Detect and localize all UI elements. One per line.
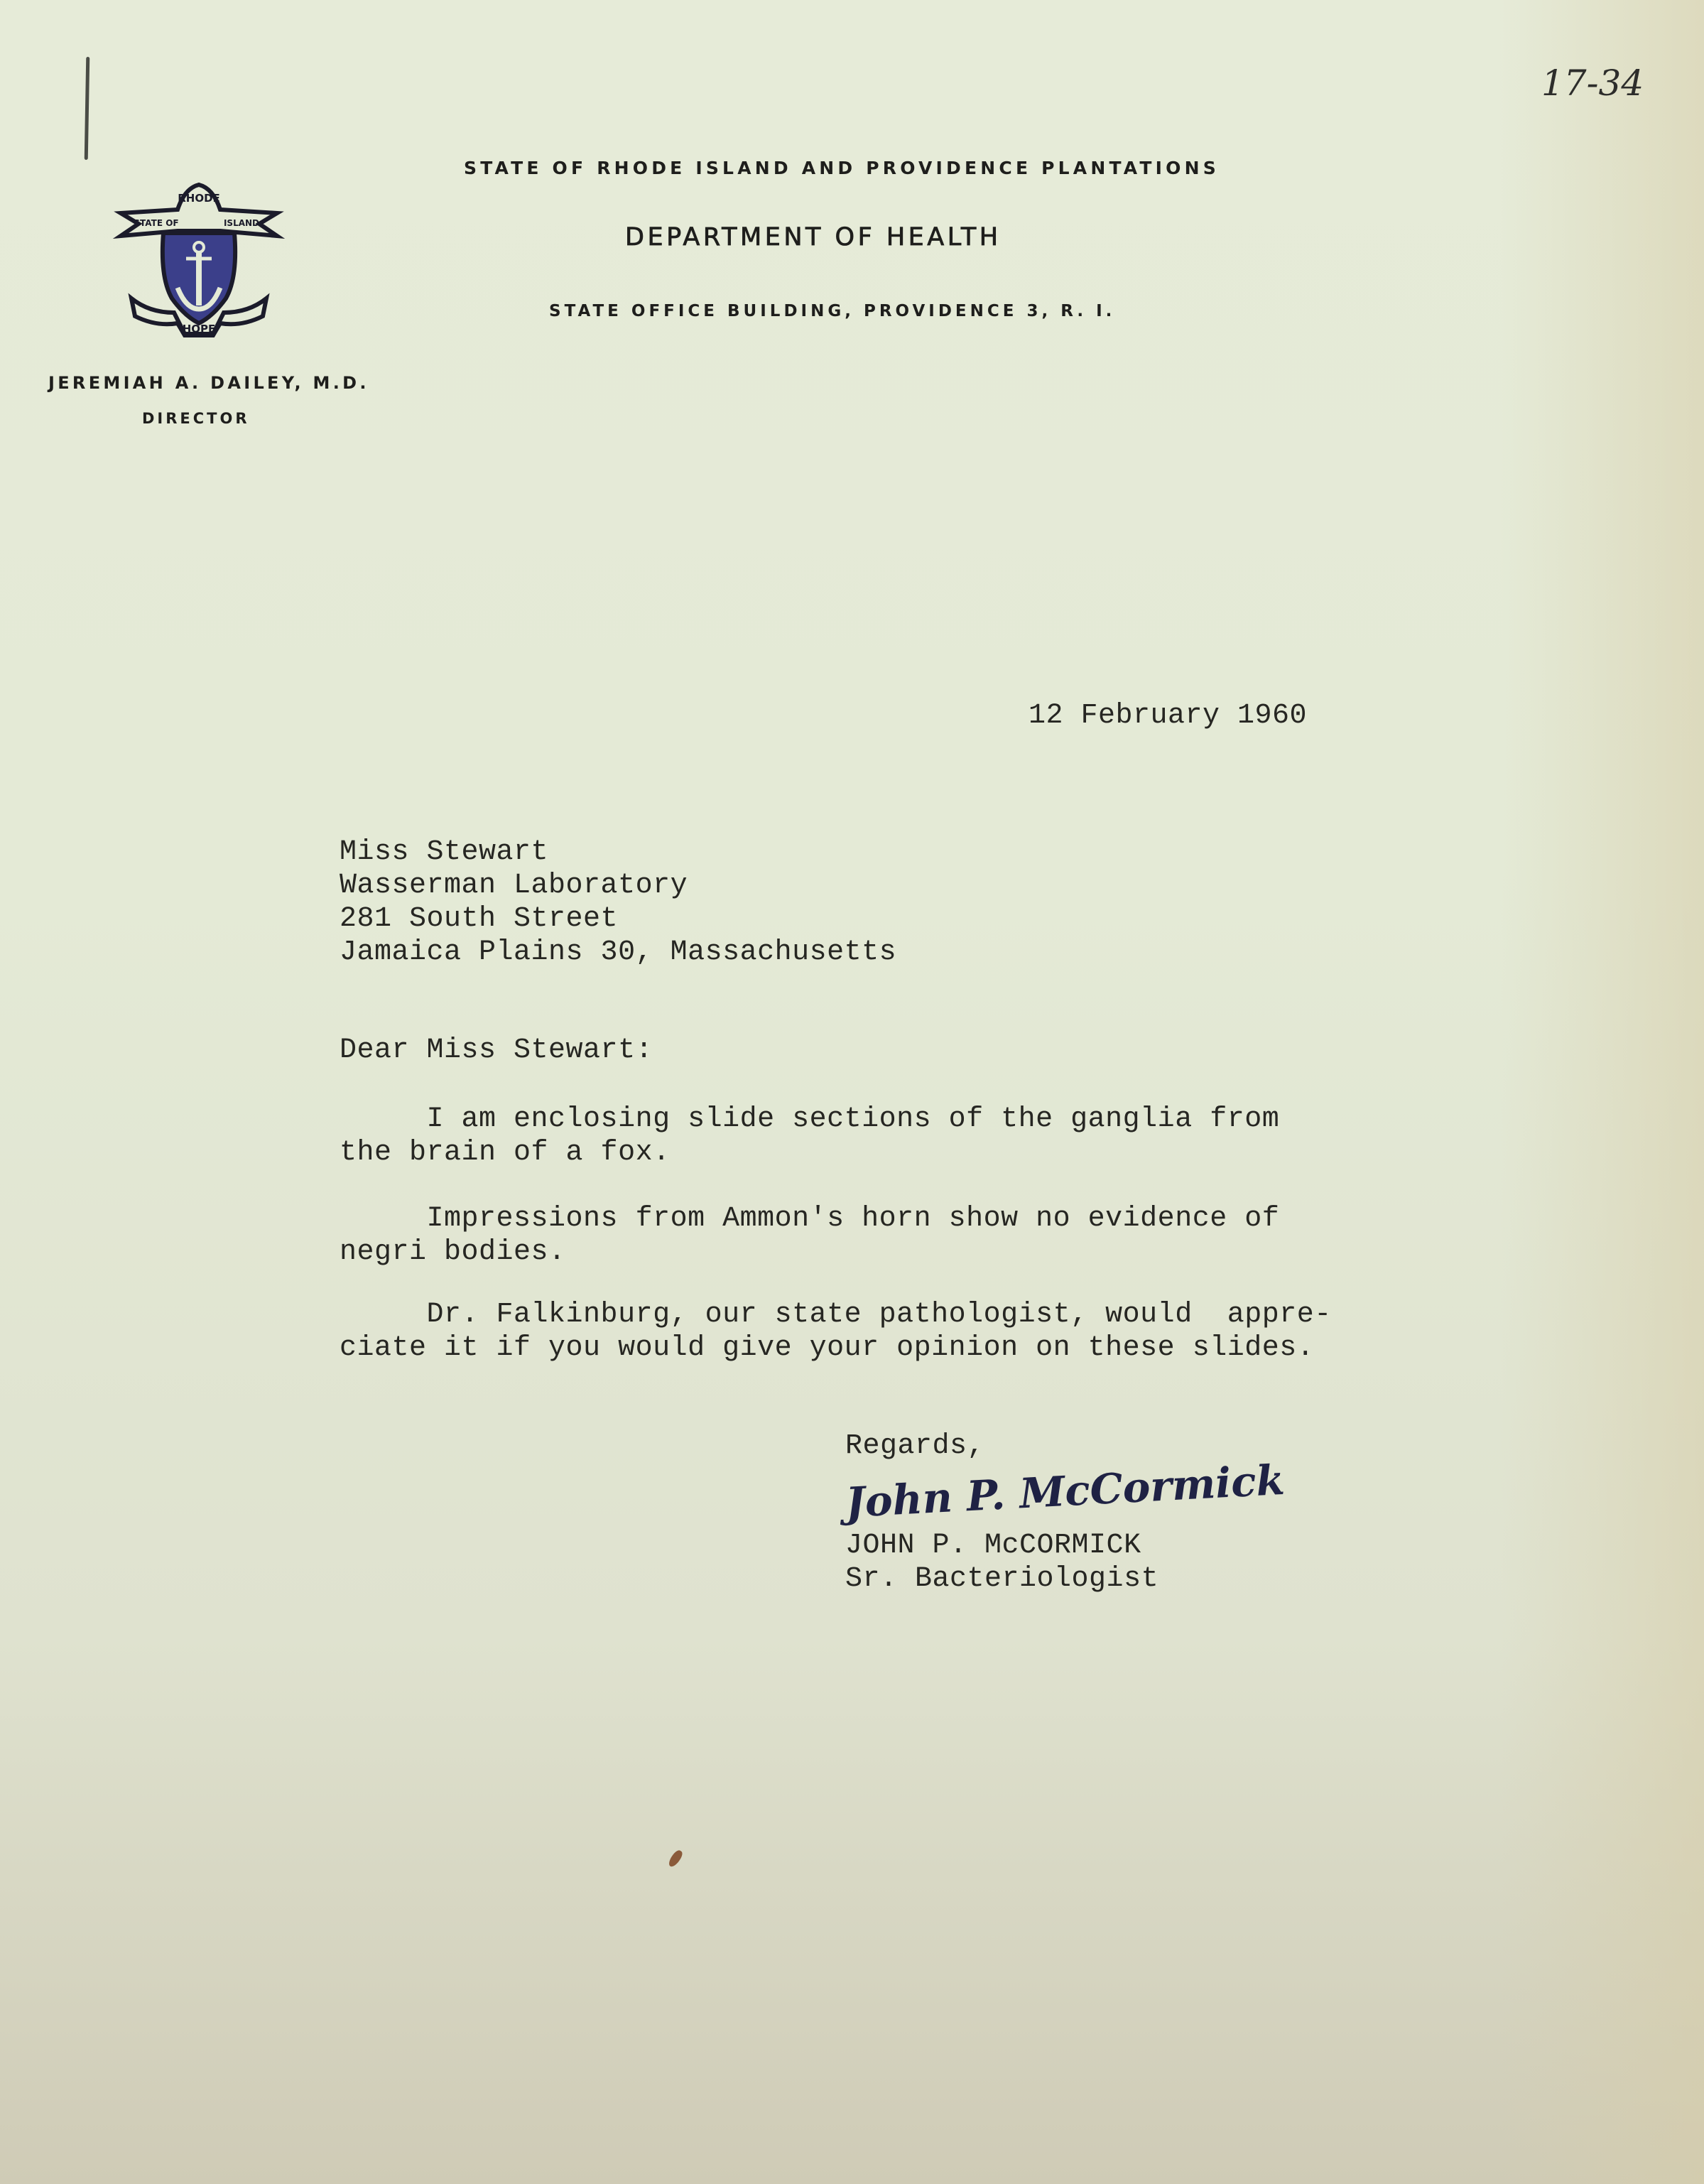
letter-date: 12 February 1960 [1029,700,1308,732]
recipient-line: 281 South Street [340,903,619,935]
closing: Regards, [845,1430,985,1462]
recipient-line: Jamaica Plains 30, Massachusetts [340,936,897,968]
body-line: the brain of a fox. [340,1137,671,1169]
body-line: Impressions from Ammon's horn show no evidence of [340,1203,1280,1235]
letterhead-state-line: STATE OF RHODE ISLAND AND PROVIDENCE PLANTATIONS [464,158,1220,178]
paper-stain [667,1849,685,1869]
body-line: Dr. Falkinburg, our state pathologist, would appre- [340,1299,1332,1331]
body-line: negri bodies. [340,1236,566,1268]
body-line: ciate it if you would give your opinion on these slides. [340,1332,1315,1364]
signer-title: Sr. Bacteriologist [845,1563,1159,1595]
svg-text:RHODE: RHODE [178,192,220,205]
letterhead-address: STATE OFFICE BUILDING, PROVIDENCE 3, R. I. [549,302,1116,320]
svg-text:ISLAND: ISLAND [223,218,260,228]
letterhead-department: DEPARTMENT OF HEALTH [625,223,1002,252]
margin-pen-mark [85,57,90,160]
director-name: JEREMIAH A. DAILEY, M.D. [48,373,369,393]
handwritten-signature: John P. McCormick [844,1455,1286,1528]
body-line: I am enclosing slide sections of the ganglia from [340,1103,1280,1135]
director-title: DIRECTOR [142,410,250,427]
file-number-annotation: 17-34 [1541,63,1644,104]
rhode-island-seal-icon [107,171,291,341]
svg-text:STATE OF: STATE OF [134,218,179,228]
recipient-line: Wasserman Laboratory [340,870,688,902]
recipient-line: Miss Stewart [340,836,549,868]
svg-text:HOPE: HOPE [182,323,216,335]
signer-name: JOHN P. McCORMICK [845,1530,1141,1562]
salutation: Dear Miss Stewart: [340,1034,653,1066]
